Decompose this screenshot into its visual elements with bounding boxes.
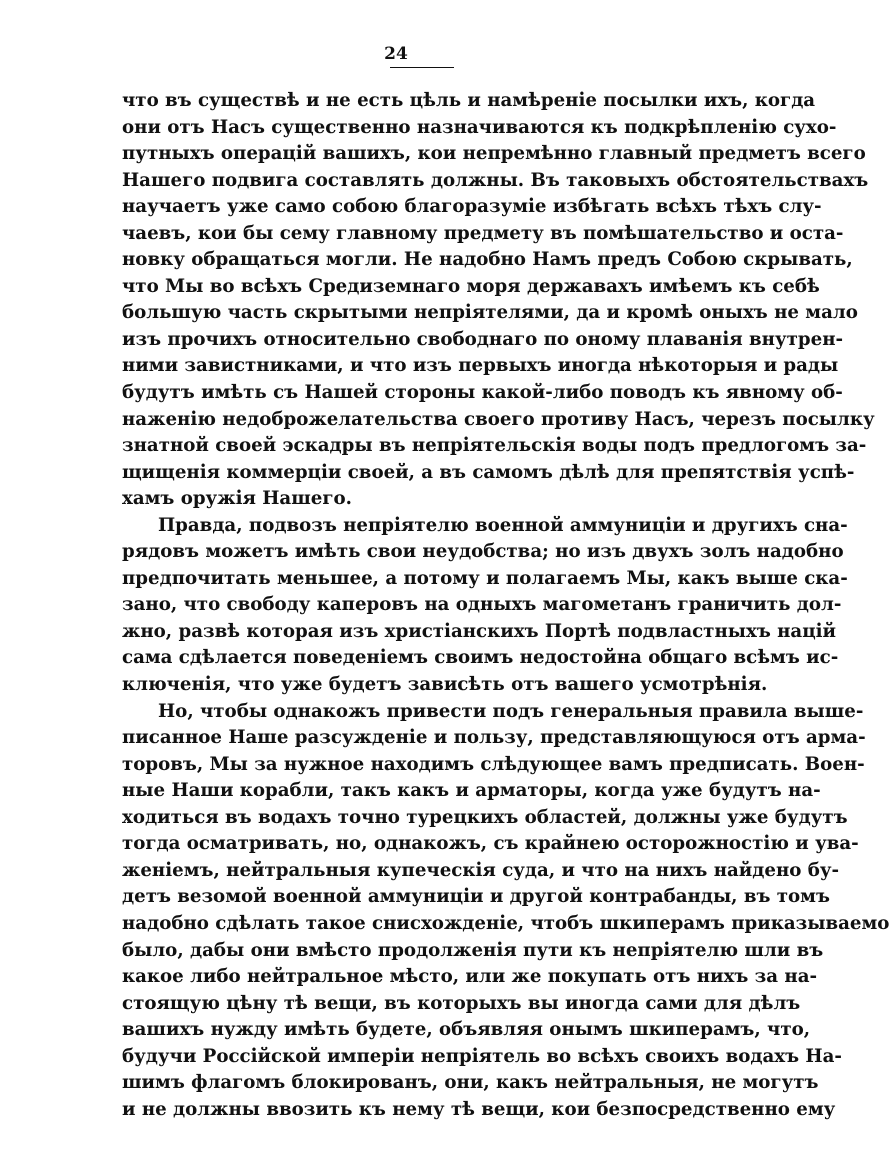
text-line: зано, что свободу каперовъ на одныхъ магометанъ граничить дол- (122, 594, 842, 616)
text-line: ними завистниками, и что изъ первыхъ иногда нѣкоторыя и рады (122, 355, 839, 377)
text-line: стоящую цѣну тѣ вещи, въ которыхъ вы иногда сами для дѣлъ (122, 992, 801, 1014)
text-line: щищенія коммерціи своей, а въ самомъ дѣлѣ для препятствія успѣ- (122, 461, 855, 483)
text-line: Но, чтобы однакожъ привести подъ генеральныя правила выше- (158, 700, 864, 722)
text-line: будучи Россійской имперіи непріятель во всѣхъ своихъ водахъ На- (122, 1045, 842, 1067)
text-line: детъ везомой военной аммуниціи и другой контрабанды, въ томъ (122, 886, 830, 908)
text-line: писанное Наше разсужденіе и пользу, представляющуюся отъ арма- (122, 727, 866, 749)
text-line: чаевъ, кои бы сему главному предмету въ помѣшательство и оста- (122, 222, 844, 244)
text-line: рядовъ можетъ имѣть свои неудобства; но изъ двухъ золъ надобно (122, 541, 844, 563)
paragraph (122, 88, 875, 513)
text-line: они отъ Насъ существенно назначиваются къ подкрѣпленію сухо- (122, 116, 837, 138)
page-number: 24 (384, 44, 408, 64)
text-line: знатной своей эскадры въ непріятельскія воды подъ предлогомъ за- (122, 435, 867, 457)
text-line: новку обращаться могли. Не надобно Намъ предъ Собою скрывать, (122, 249, 853, 271)
text-line: надобно сдѣлать такое снисхожденіе, чтобъ шкиперамъ приказываемо (122, 912, 889, 934)
body-text (122, 88, 889, 1123)
text-line: хамъ оружія Нашего. (122, 488, 352, 510)
text-line: торовъ, Мы за нужное находимъ слѣдующее вамъ предписать. Воен- (122, 753, 865, 775)
text-line: женіемъ, нейтральныя купеческія суда, и что на нихъ найдено бу- (122, 859, 840, 881)
text-line: изъ прочихъ относительно свободнаго по оному плаванія внутрен- (122, 328, 844, 350)
text-line: Правда, подвозъ непріятелю военной аммуниціи и другихъ сна- (158, 514, 848, 536)
text-line: будутъ имѣть съ Нашей стороны какой-либо поводъ къ явному об- (122, 382, 843, 404)
text-line: тогда осматривать, но, однакожъ, съ крайнею осторожностію и ува- (122, 833, 859, 855)
text-line: большую часть скрытыми непріятелями, да и кромѣ оныхъ не мало (122, 302, 858, 324)
text-line: шимъ флагомъ блокированъ, они, какъ нейтральныя, не могутъ (122, 1072, 819, 1094)
paragraph (122, 513, 848, 699)
text-line: что въ существѣ и не есть цѣль и намѣреніе посылки ихъ, когда (122, 90, 816, 111)
text-line: путныхъ операцій вашихъ, кои непремѣнно главный предметъ всего (122, 143, 866, 165)
text-line: было, дабы они вмѣсто продолженія пути къ непріятелю шли въ (122, 939, 824, 961)
text-line: и не должны ввозить къ нему тѣ вещи, кои безпосредственно ему (122, 1098, 836, 1120)
text-line: что Мы во всѣхъ Средиземнаго моря державахъ имѣемъ къ себѣ (122, 275, 820, 297)
paragraph (122, 699, 889, 1124)
text-line: ходиться въ водахъ точно турецкихъ областей, должны уже будутъ (122, 806, 848, 828)
text-line: наженію недоброжелательства своего противу Насъ, черезъ посылку (122, 408, 875, 430)
text-line: жно, развѣ которая изъ христіанскихъ Портѣ подвластныхъ націй (122, 620, 837, 642)
text-line: сама сдѣлается поведеніемъ своимъ недостойна общаго всѣмъ ис- (122, 647, 839, 669)
text-line: какое либо нейтральное мѣсто, или же покупать отъ нихъ за на- (122, 966, 818, 988)
text-line: ные Наши корабли, такъ какъ и арматоры, когда уже будутъ на- (122, 780, 821, 802)
text-line: ключенія, что уже будетъ зависѣть отъ вашего усмотрѣнія. (122, 674, 768, 696)
text-line: научаетъ уже само собою благоразуміе избѣгать всѣхъ тѣхъ слу- (122, 196, 822, 218)
text-line: Нашего подвига составлять должны. Въ таковыхъ обстоятельствахъ (122, 169, 869, 191)
text-line: вашихъ нужду имѣть будете, объявляя онымъ шкиперамъ, что, (122, 1019, 811, 1041)
page-number-rule (390, 67, 454, 68)
text-line: предпочитать меньшее, а потому и полагаемъ Мы, какъ выше ска- (122, 567, 848, 589)
